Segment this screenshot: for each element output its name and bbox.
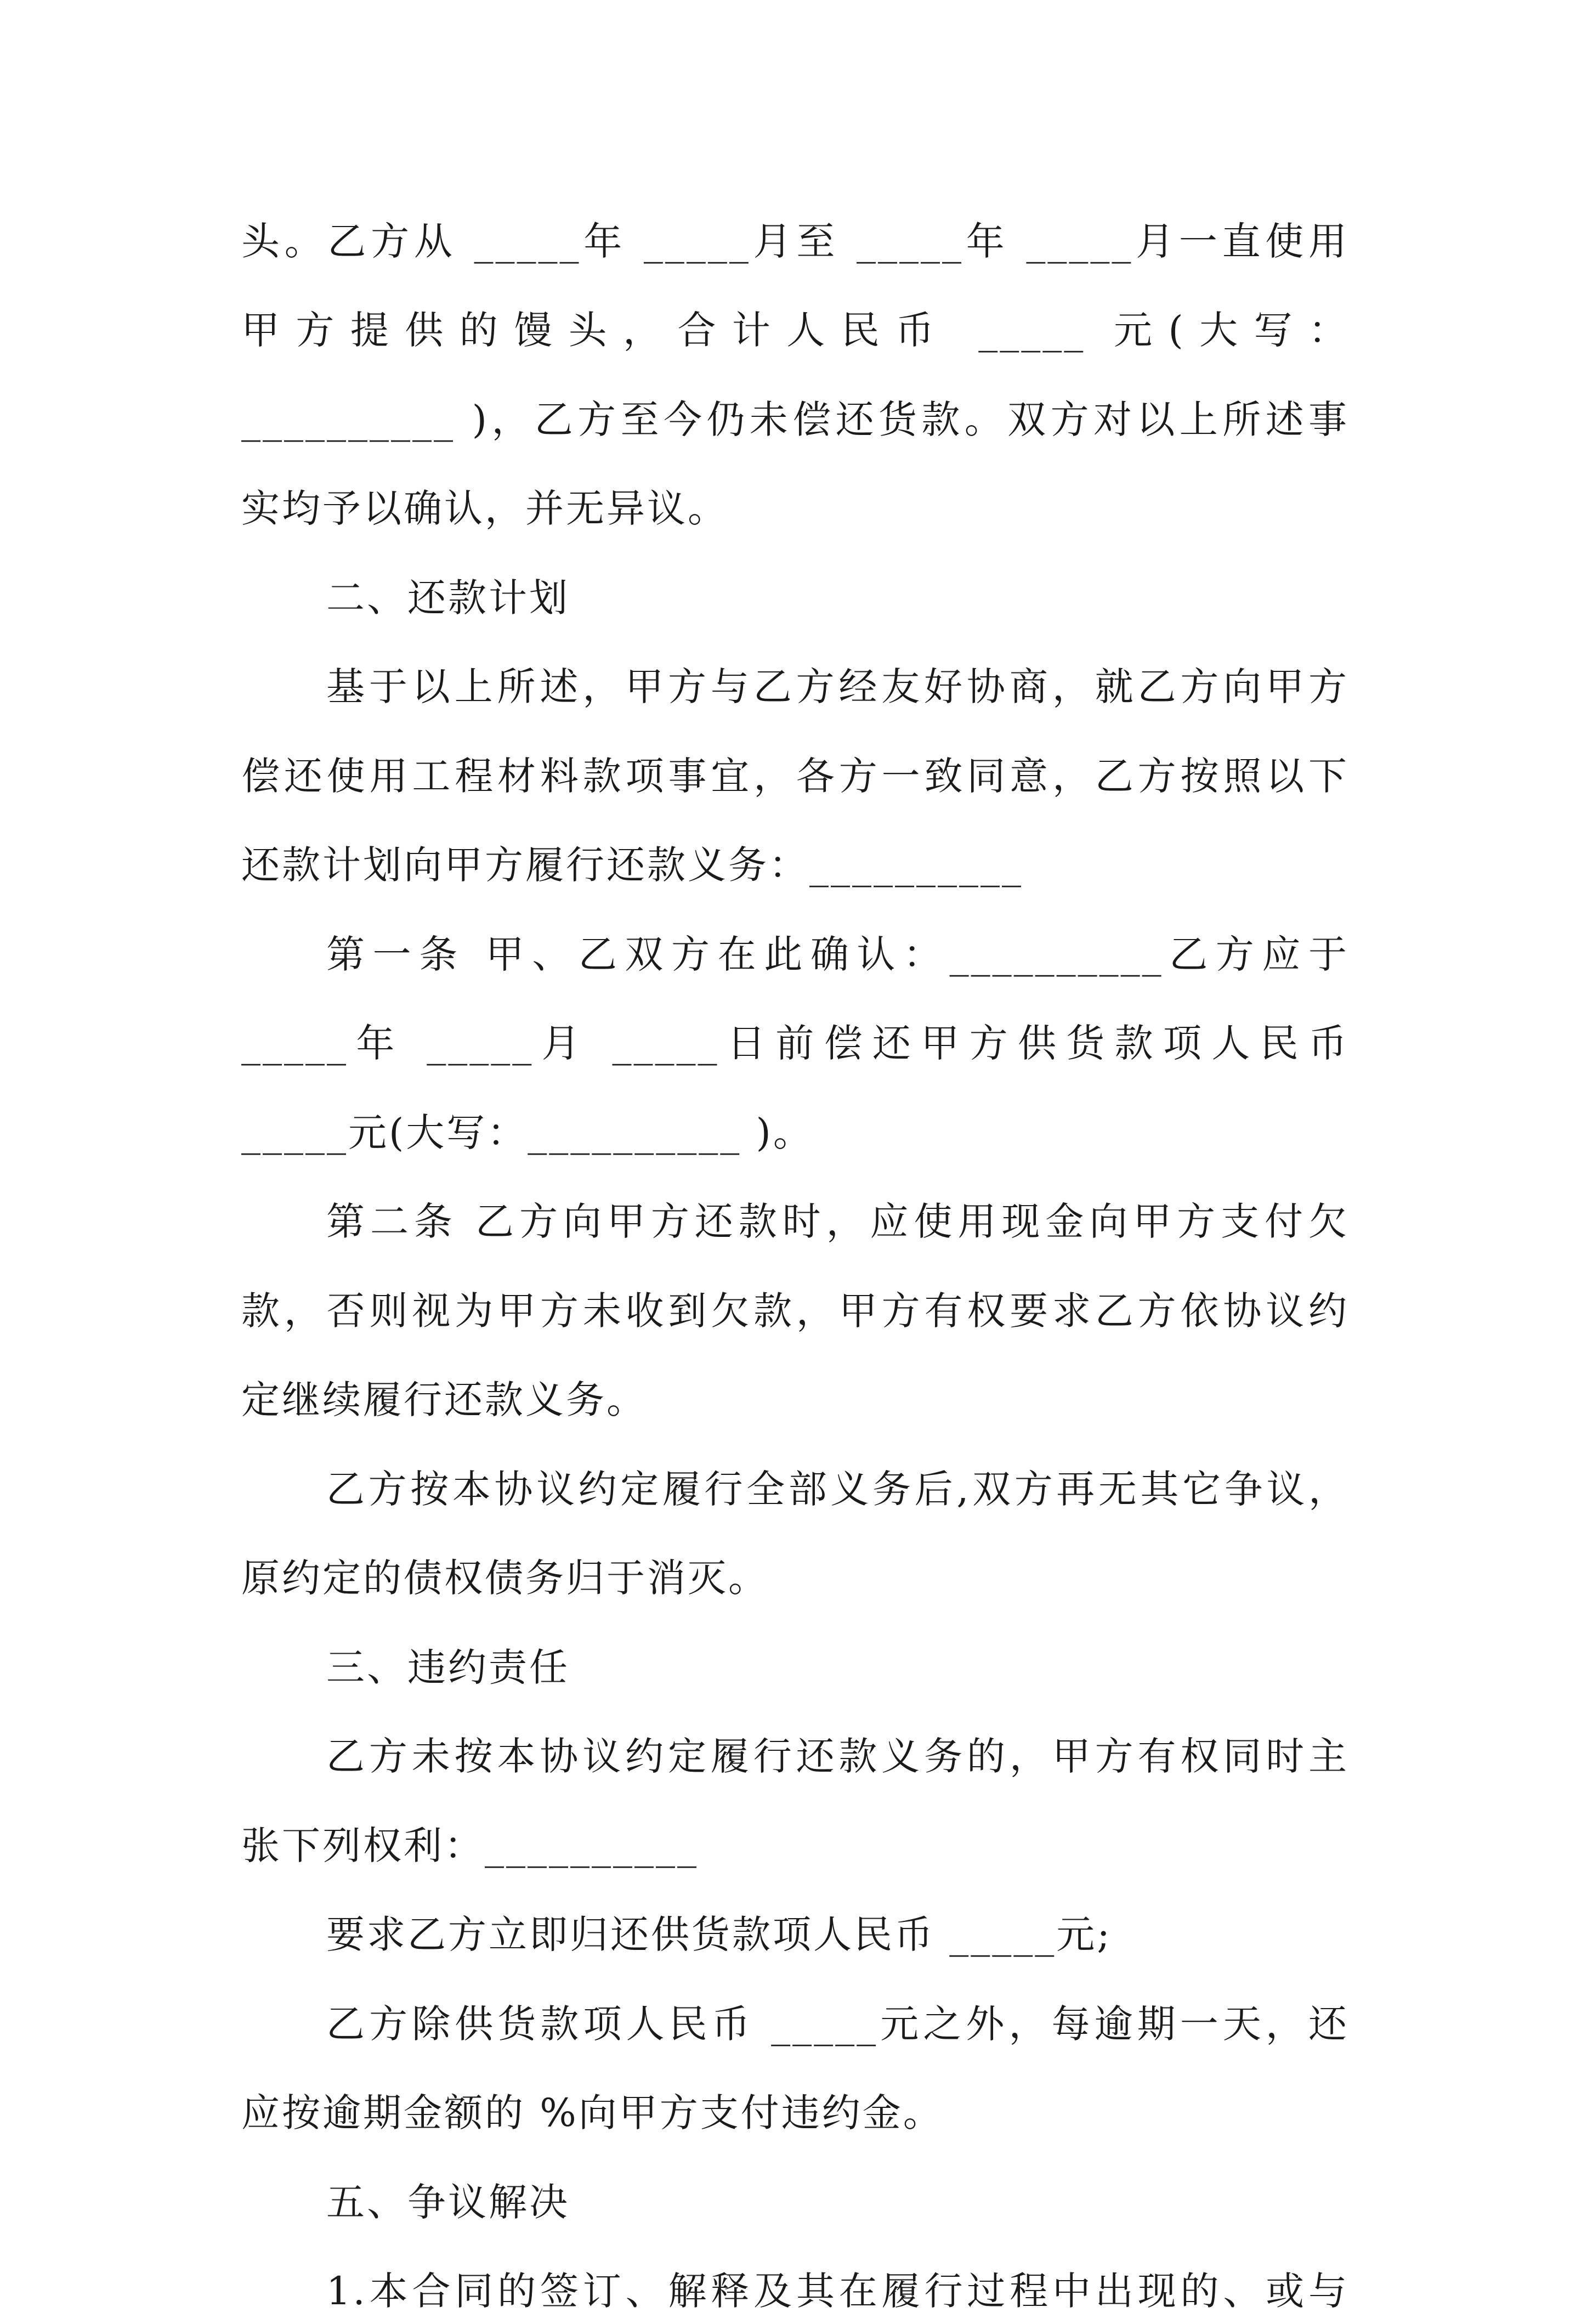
- paragraph-first-line: 基于以上所述，甲方与乙方经友好协商，就乙方向甲方: [326, 664, 1349, 709]
- article-first-line: 第二条 乙方向甲方还款时，应使用现金向甲方支付欠: [326, 1199, 1349, 1244]
- paragraph-first-line: 要求乙方立即归还供货款项人民币 _____元;: [326, 1912, 1112, 1957]
- body-line: 款，否则视为甲方未收到欠款，甲方有权要求乙方依协议约: [241, 1288, 1349, 1333]
- body-line: 偿还使用工程材料款项事宜，各方一致同意，乙方按照以下: [241, 754, 1349, 799]
- body-line: __________ )，乙方至今仍未偿还货款。双方对以上所述事: [241, 397, 1349, 442]
- body-line: 甲方提供的馒头，合计人民币 _____ 元(大写：: [241, 308, 1349, 353]
- section-heading: 二、还款计划: [326, 575, 570, 620]
- body-line: _____元(大写：__________ )。: [241, 1110, 814, 1155]
- section-heading: 五、争议解决: [326, 2180, 570, 2225]
- body-line: 应按逾期金额的 %向甲方支付违约金。: [241, 2090, 944, 2135]
- numbered-clause-line: 1.本合同的签订、解释及其在履行过程中出现的、或与: [326, 2269, 1349, 2314]
- body-line: 原约定的债权债务归于消灭。: [241, 1556, 769, 1601]
- body-line: 实均予以确认，并无异议。: [241, 486, 728, 531]
- paragraph-first-line: 乙方除供货款项人民币 _____元之外，每逾期一天，还: [326, 2001, 1349, 2046]
- body-line: 还款计划向甲方履行还款义务：__________: [241, 842, 1023, 887]
- paragraph-first-line: 乙方按本协议约定履行全部义务后,双方再无其它争议，: [326, 1467, 1349, 1512]
- body-line: 定继续履行还款义务。: [241, 1377, 647, 1422]
- body-line: 张下列权利：__________: [241, 1823, 699, 1868]
- body-line: 头。乙方从 _____年 _____月至 _____年 _____月一直使用: [241, 219, 1349, 264]
- paragraph-first-line: 乙方未按本协议约定履行还款义务的，甲方有权同时主: [326, 1734, 1349, 1779]
- body-line: _____年 _____月 _____日前偿还甲方供货款项人民币: [241, 1021, 1349, 1066]
- article-first-line: 第一条 甲、乙双方在此确认：__________乙方应于: [326, 932, 1349, 977]
- section-heading: 三、违约责任: [326, 1645, 570, 1690]
